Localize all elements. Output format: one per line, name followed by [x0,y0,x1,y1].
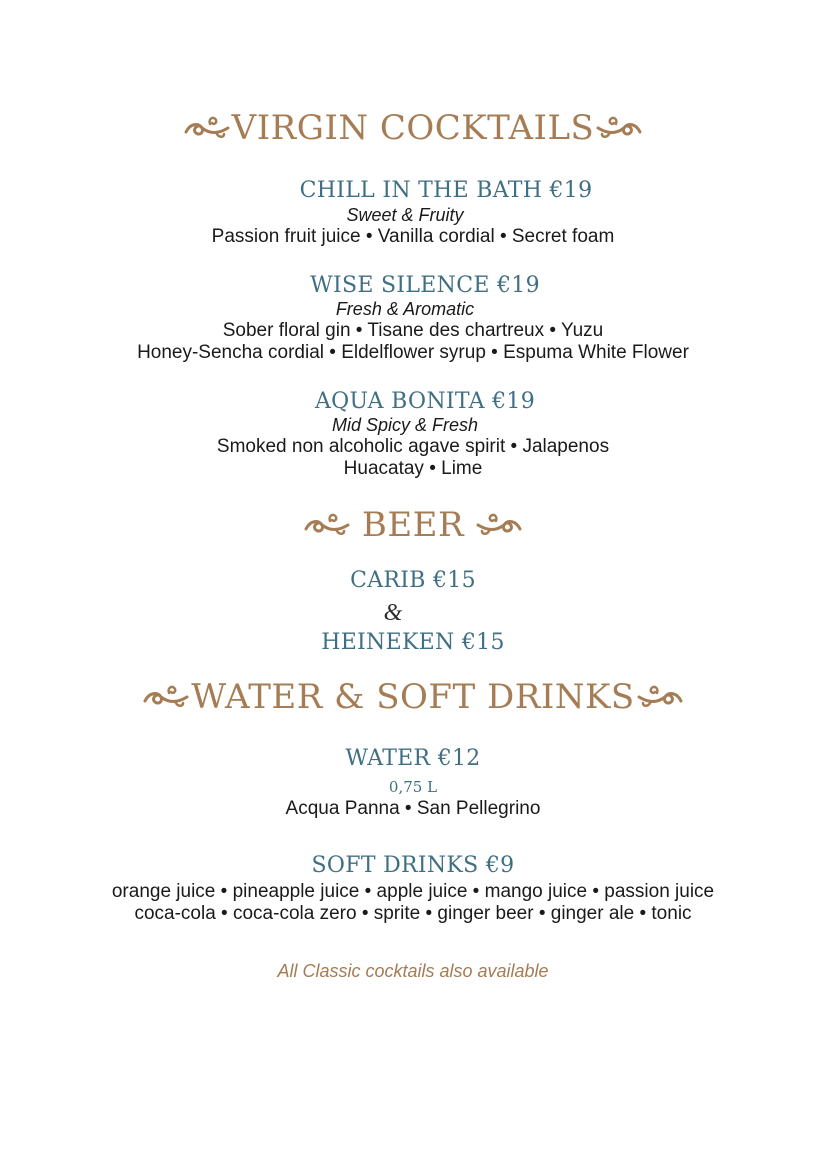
item-ingredients: coca-cola • coca-cola zero • sprite • ginger beer • ginger ale • tonic [134,903,692,924]
section-title-text: VIRGIN COCKTAILS [231,108,595,148]
item-title-aqua-bonita: AQUA BONITA €19 [314,389,536,414]
item-ingredients: Smoked non alcoholic agave spirit • Jalapenos [216,436,610,457]
item-title-carib: CARIB €15 [350,568,476,593]
item-ingredients: Sober floral gin • Tisane des chartreux • Yuzu [222,320,604,341]
flourish-ornament-icon [594,114,642,142]
item-ingredients: Acqua Panna • San Pellegrino [285,798,541,819]
footer-note: All Classic cocktails also available [277,961,549,981]
flourish-ornament-icon [184,114,232,142]
item-ingredients: Passion fruit juice • Vanilla cordial • Secret foam [211,226,615,247]
section-title-beer [0,505,826,545]
item-title-wise-silence: WISE SILENCE €19 [310,273,540,298]
flourish-ornament-icon [635,683,683,711]
item-title-water: WATER €12 [345,746,481,771]
item-tagline: Sweet & Fruity [346,205,464,225]
item-title-heineken: HEINEKEN €15 [321,630,505,655]
flourish-ornament-icon [143,683,191,711]
item-ingredients: Honey-Sencha cordial • Eldelflower syrup • Espuma White Flower [137,342,689,363]
water-size: 0,75 L [388,778,438,796]
section-title-text: BEER [361,505,465,545]
section-title-text: WATER & SOFT DRINKS [191,677,635,717]
item-title-soft-drinks: SOFT DRINKS €9 [311,853,515,878]
flourish-ornament-icon [474,511,522,539]
item-tagline: Mid Spicy & Fresh [331,415,479,435]
section-title-water-soft-drinks [0,677,826,717]
item-title-chill-in-the-bath: CHILL IN THE BATH €19 [299,178,593,203]
ampersand-separator: & [383,600,403,626]
item-ingredients: Huacatay • Lime [343,458,483,479]
section-title-virgin-cocktails [0,108,826,148]
item-ingredients: orange juice • pineapple juice • apple juice • mango juice • passion juice [111,881,715,902]
flourish-ornament-icon [304,511,352,539]
item-tagline: Fresh & Aromatic [335,299,475,319]
